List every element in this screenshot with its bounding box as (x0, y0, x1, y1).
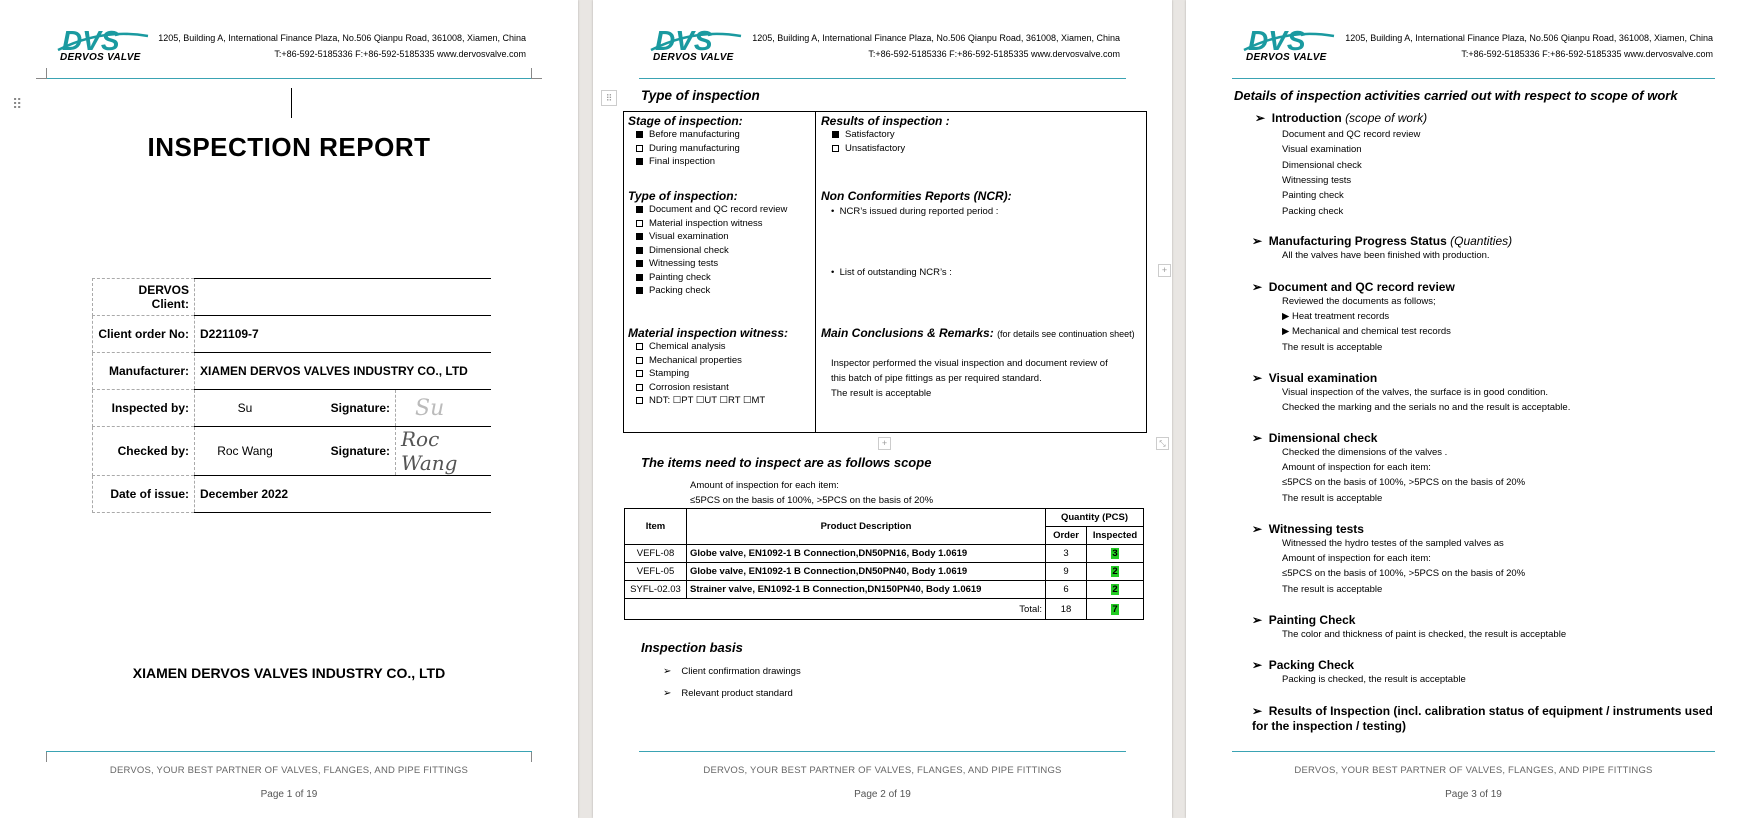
report-title: INSPECTION REPORT (147, 132, 431, 162)
checkbox-item[interactable] (832, 143, 905, 154)
table-row (625, 545, 1144, 563)
cell-inspected-wrap (1087, 581, 1144, 599)
pack-line: Packing is checked, the result is acceptable (1282, 674, 1466, 685)
results-text: Results of Inspection (incl. calibration status of equipment / instruments used (1268, 704, 1713, 718)
checked-box-icon[interactable] (832, 131, 839, 138)
basis-item-text: Relevant product standard (681, 688, 793, 699)
doc-item-text: Heat treatment records (1291, 311, 1390, 322)
table-row (93, 476, 492, 513)
pack-heading: ➢ Packing Check (1252, 658, 1355, 672)
cell-inspected: 2 (1112, 584, 1118, 595)
checked-box-icon[interactable] (636, 131, 643, 138)
doc-item (1282, 326, 1451, 337)
result-line: The result is acceptable (1282, 493, 1383, 504)
intro-text: Introduction (1271, 111, 1342, 125)
cell-order: 6 (1046, 581, 1087, 599)
checked-box-icon[interactable] (636, 260, 643, 267)
wit-line: Witnessed the hydro testes of the sampled valves as (1282, 538, 1504, 549)
checked-box-icon[interactable] (636, 287, 643, 294)
address-line: 1205, Building A, International Finance Plaza, No.506 Qianpu Road, 361008, Xiamen, China (1345, 33, 1713, 43)
checked-box-icon[interactable] (636, 206, 643, 213)
conclusions-title-text: Main Conclusions & Remarks: (821, 326, 994, 340)
progress-note: (Quantities) (1450, 234, 1513, 248)
checkbox-label: NDT: ☐PT ☐UT ☐RT ☐MT (649, 395, 766, 406)
logo-text: DERVOS VALVE (1246, 52, 1327, 63)
footer-rule (46, 751, 532, 752)
header-rule (1232, 78, 1715, 79)
checkbox-label: Unsatisfactory (845, 142, 906, 154)
table-row (93, 390, 492, 427)
checkbox-label: Chemical analysis (649, 341, 726, 352)
intro-item: Witnessing tests (1282, 174, 1352, 186)
total-inspected-cell (1087, 599, 1144, 620)
logo-text: DERVOS VALVE (60, 52, 141, 63)
address-line: 1205, Building A, International Finance Plaza, No.506 Qianpu Road, 361008, Xiamen, China (752, 33, 1120, 43)
ncr-outstanding-text: List of outstanding NCR’s : (839, 267, 952, 278)
table-header-row (625, 509, 1144, 527)
total-label: Total: (625, 599, 1046, 620)
table-row (93, 353, 492, 390)
checkbox-label: Visual examination (649, 231, 729, 242)
wit-text: Witnessing tests (1268, 522, 1364, 536)
progress-text: Manufacturing Progress Status (1268, 234, 1447, 248)
order-label: Client order No: (93, 316, 195, 353)
cell-item: VEFL-08 (625, 545, 687, 563)
footer-rule (639, 751, 1126, 752)
intro-item: Visual examination (1282, 144, 1362, 156)
header-address (752, 30, 1120, 62)
amount-line: Amount of inspection for each item: (690, 480, 839, 491)
checked-label: Checked by: (93, 427, 195, 476)
logo-mark: DVS (1248, 25, 1306, 56)
scope-title: The items need to inspect are as follows scope (641, 455, 932, 470)
checkbox-item[interactable] (636, 382, 729, 393)
checkbox-item[interactable] (636, 355, 742, 366)
doc-item-text: Mechanical and chemical test records (1291, 326, 1451, 338)
details-title: Details of inspection activities carried out with respect to scope of work (1234, 88, 1678, 103)
conclusion-line: this batch of pipe fittings as per required standard. (831, 373, 1042, 384)
report-info-table (92, 278, 491, 513)
visual-line: Visual inspection of the valves, the surface is in good condition. (1282, 387, 1548, 398)
checkbox-label: During manufacturing (649, 142, 740, 154)
footer-slogan: DERVOS, YOUR BEST PARTNER OF VALVES, FLANGES, AND PIPE FITTINGS (703, 765, 1062, 776)
visual-line: Checked the marking and the serials no and the result is acceptable. (1282, 402, 1571, 413)
header-rule (46, 78, 532, 79)
doc-item (1282, 311, 1389, 322)
intro-note: (scope of work) (1345, 111, 1428, 125)
arrow-bullet-icon: ➢ (663, 666, 672, 677)
unchecked-box-icon[interactable] (636, 343, 643, 350)
unchecked-box-icon[interactable] (636, 370, 643, 377)
ncr-title: Non Conformities Reports (NCR): (821, 189, 1012, 203)
cell-inspected-wrap (1087, 545, 1144, 563)
dim-heading: ➢ Dimensional check (1252, 431, 1378, 445)
checkbox-label: Before manufacturing (649, 129, 740, 140)
unchecked-box-icon[interactable] (636, 220, 643, 227)
basis-item-text: Client confirmation drawings (681, 666, 801, 677)
col-desc: Product Description (687, 509, 1046, 545)
inspection-box (623, 111, 1147, 433)
results-heading-cont: for the inspection / testing) (1252, 719, 1407, 733)
date-value[interactable]: December 2022 (195, 476, 492, 513)
unchecked-box-icon[interactable] (636, 384, 643, 391)
add-column-icon[interactable]: + (1158, 264, 1171, 277)
cell-desc: Strainer valve, EN1092-1 B Connection,DN150PN40, Body 1.0619 (687, 581, 1046, 599)
col-inspected: Inspected (1087, 527, 1144, 545)
logo-mark: DVS (62, 25, 120, 56)
page-2 (593, 0, 1172, 818)
visual-text: Visual examination (1268, 371, 1378, 385)
checkbox-item[interactable] (636, 204, 787, 215)
signature-label: Signature: (295, 390, 396, 427)
type-title: Type of inspection (641, 88, 760, 103)
basis-item (663, 688, 793, 699)
cell-desc: Globe valve, EN1092-1 B Connection,DN50PN16, Body 1.0619 (687, 545, 1046, 563)
box-divider (815, 112, 816, 432)
results-title: Results of inspection : (821, 114, 950, 128)
header-address (158, 30, 526, 62)
manufacturer-label: Manufacturer: (93, 353, 195, 390)
col-qty: Quantity (PCS) (1046, 509, 1144, 527)
doc-line: Reviewed the documents as follows; (1282, 296, 1436, 307)
checkbox-item[interactable] (636, 231, 729, 242)
visual-heading: ➢ Visual examination (1252, 371, 1378, 385)
dim-line: Checked the dimensions of the valves . (1282, 447, 1448, 458)
triangle-bullet-icon: ▶ (1282, 326, 1292, 338)
checkbox-item[interactable] (636, 156, 715, 167)
total-order: 18 (1046, 599, 1087, 620)
header-rule (639, 78, 1126, 79)
corner-mark (531, 68, 542, 79)
table-move-handle-icon[interactable]: ⠿ (601, 90, 617, 106)
intro-item: Packing check (1282, 205, 1344, 217)
amount-line: Amount of inspection for each item: (1282, 462, 1431, 473)
checkbox-item[interactable] (636, 245, 729, 256)
intro-item: Dimensional check (1282, 159, 1362, 171)
material-title: Material inspection witness: (628, 326, 789, 340)
checkbox-item[interactable] (636, 129, 740, 140)
checkbox-label: Mechanical properties (649, 354, 742, 366)
footer-rule (1232, 751, 1715, 752)
ncr-outstanding: • List of outstanding NCR’s : (831, 267, 952, 278)
client-value[interactable] (195, 279, 492, 316)
inspected-label: Inspected by: (93, 390, 195, 427)
ncr-issued-text: NCR’s issued during reported period : (839, 206, 999, 217)
progress-heading: ➢ Manufacturing Progress Status (Quantities) (1252, 234, 1513, 248)
wit-heading: ➢ Witnessing tests (1252, 522, 1364, 536)
basis-title: Inspection basis (641, 640, 743, 655)
table-row (93, 427, 492, 476)
col-order: Order (1046, 527, 1087, 545)
checkbox-label: Corrosion resistant (649, 381, 729, 393)
signature-roc-text: Roc Wang (401, 427, 458, 475)
table-row (625, 581, 1144, 599)
result-line: The result is acceptable (1282, 342, 1383, 353)
paint-text: Painting Check (1268, 613, 1356, 627)
paint-heading: ➢ Painting Check (1252, 613, 1356, 627)
stage-title: Stage of inspection: (628, 114, 743, 128)
date-label: Date of issue: (93, 476, 195, 513)
progress-line: All the valves have been finished with production. (1282, 250, 1490, 261)
text-cursor (291, 88, 292, 118)
company-name: XIAMEN DERVOS VALVES INDUSTRY CO., LTD (132, 665, 446, 681)
items-table (624, 508, 1144, 620)
checkbox-item[interactable] (636, 368, 689, 379)
checkbox-label: Material inspection witness (649, 217, 763, 229)
page-number: Page 2 of 19 (854, 789, 911, 800)
drag-handle-icon[interactable]: ⠿ (12, 96, 23, 112)
resize-table-icon[interactable]: ⤡ (1156, 437, 1169, 450)
table-row (625, 563, 1144, 581)
table-row (93, 279, 492, 316)
amount-line: Amount of inspection for each item: (1282, 553, 1431, 564)
checkbox-label: Final inspection (649, 156, 716, 167)
conclusion-line: Inspector performed the visual inspection and document review of (831, 358, 1108, 369)
conclusions-title (821, 326, 1135, 340)
cell-item: SYFL-02.03 (625, 581, 687, 599)
triangle-bullet-icon: ▶ (1282, 311, 1292, 322)
results-heading: ➢ Results of Inspection (incl. calibration status of equipment / instruments used (1252, 704, 1713, 718)
checkbox-item[interactable] (636, 272, 711, 283)
checkbox-item[interactable] (636, 143, 740, 154)
conclusion-line: The result is acceptable (831, 388, 932, 399)
checked-box-icon[interactable] (636, 247, 643, 254)
checkbox-label: Document and QC record review (649, 204, 788, 215)
checkbox-label: Painting check (649, 271, 711, 283)
contact-line: T:+86-592-5185336 F:+86-592-5185335 www.dervosvalve.com (868, 49, 1120, 59)
checkbox-label: Dimensional check (649, 244, 729, 256)
unchecked-box-icon[interactable] (636, 357, 643, 364)
checkbox-label: Satisfactory (845, 129, 895, 140)
ncr-issued: • NCR’s issued during reported period : (831, 206, 999, 217)
cell-item: VEFL-05 (625, 563, 687, 581)
order-value[interactable]: D221109-7 (195, 316, 492, 353)
page-3 (1186, 0, 1761, 818)
items-body (625, 545, 1144, 599)
basis-line: ≤5PCS on the basis of 100%, >5PCS on the basis of 20% (690, 495, 934, 506)
signature-roc (396, 427, 492, 476)
checkbox-item[interactable] (636, 285, 710, 296)
checkbox-label: Witnessing tests (649, 258, 719, 269)
pack-text: Packing Check (1268, 658, 1355, 672)
col-item: Item (625, 509, 687, 545)
doc-heading: ➢ Document and QC record review (1252, 280, 1455, 294)
checked-box-icon[interactable] (636, 158, 643, 165)
checked-box-icon[interactable] (636, 233, 643, 240)
header-address (1345, 30, 1713, 62)
page-number: Page 1 of 19 (260, 789, 318, 800)
cell-order: 9 (1046, 563, 1087, 581)
contact-line: T:+86-592-5185336 F:+86-592-5185335 www.dervosvalve.com (1461, 49, 1713, 59)
result-line: The result is acceptable (1282, 584, 1383, 595)
signature-su (396, 390, 492, 427)
checkbox-item[interactable] (636, 395, 765, 406)
page-1 (0, 0, 578, 818)
basis-line: ≤5PCS on the basis of 100%, >5PCS on the basis of 20% (1282, 568, 1526, 579)
checkbox-item[interactable] (636, 341, 726, 352)
checkbox-label: Stamping (649, 368, 690, 379)
corner-mark (36, 68, 47, 79)
page-number: Page 3 of 19 (1445, 789, 1502, 800)
basis-item (663, 666, 801, 677)
intro-heading: ➢ Introduction (scope of work) (1255, 111, 1428, 125)
cell-inspected: 3 (1112, 548, 1118, 559)
footer-slogan: DERVOS, YOUR BEST PARTNER OF VALVES, FLANGES, AND PIPE FITTINGS (1294, 765, 1653, 776)
checked-value[interactable]: Roc Wang (195, 427, 296, 476)
signature-label: Signature: (295, 427, 396, 476)
footer-slogan: DERVOS, YOUR BEST PARTNER OF VALVES, FLANGES, AND PIPE FITTINGS (109, 765, 469, 776)
checkbox-label: Packing check (649, 285, 711, 296)
unchecked-box-icon[interactable] (636, 397, 643, 404)
conclusions-note: (for details see continuation sheet) (997, 329, 1135, 339)
type-subtitle: Type of inspection: (628, 189, 738, 203)
intro-item: Document and QC record review (1282, 129, 1421, 140)
checked-box-icon[interactable] (636, 274, 643, 281)
unchecked-box-icon[interactable] (636, 145, 643, 152)
inspected-value[interactable]: Su (195, 390, 296, 427)
table-total-row (625, 599, 1144, 620)
logo-mark: DVS (655, 25, 713, 56)
cell-inspected: 2 (1112, 566, 1118, 577)
doc-text: Document and QC record review (1268, 280, 1455, 294)
cell-desc: Globe valve, EN1092-1 B Connection,DN50PN40, Body 1.0619 (687, 563, 1046, 581)
table-row (93, 316, 492, 353)
corner-mark (521, 752, 532, 762)
unchecked-box-icon[interactable] (832, 145, 839, 152)
add-row-icon[interactable]: + (878, 437, 891, 450)
cell-order: 3 (1046, 545, 1087, 563)
checkbox-item[interactable] (832, 129, 895, 140)
total-inspected: 7 (1112, 603, 1118, 615)
arrow-bullet-icon: ➢ (663, 688, 672, 699)
checkbox-item[interactable] (636, 218, 763, 229)
checkbox-item[interactable] (636, 258, 718, 269)
address-line: 1205, Building A, International Finance Plaza, No.506 Qianpu Road, 361008, Xiamen, China (158, 33, 526, 43)
logo-text: DERVOS VALVE (653, 52, 734, 63)
dim-text: Dimensional check (1268, 431, 1378, 445)
corner-mark (46, 752, 57, 762)
paint-line: The color and thickness of paint is checked, the result is acceptable (1282, 629, 1567, 640)
contact-line: T:+86-592-5185336 F:+86-592-5185335 www.dervosvalve.com (274, 49, 526, 59)
cell-inspected-wrap (1087, 563, 1144, 581)
intro-item: Painting check (1282, 190, 1344, 202)
signature-su-text: Su (415, 395, 445, 421)
manufacturer-value[interactable]: XIAMEN DERVOS VALVES INDUSTRY CO., LTD (195, 353, 492, 390)
client-label: DERVOS Client: (93, 279, 195, 316)
basis-line: ≤5PCS on the basis of 100%, >5PCS on the basis of 20% (1282, 477, 1526, 488)
